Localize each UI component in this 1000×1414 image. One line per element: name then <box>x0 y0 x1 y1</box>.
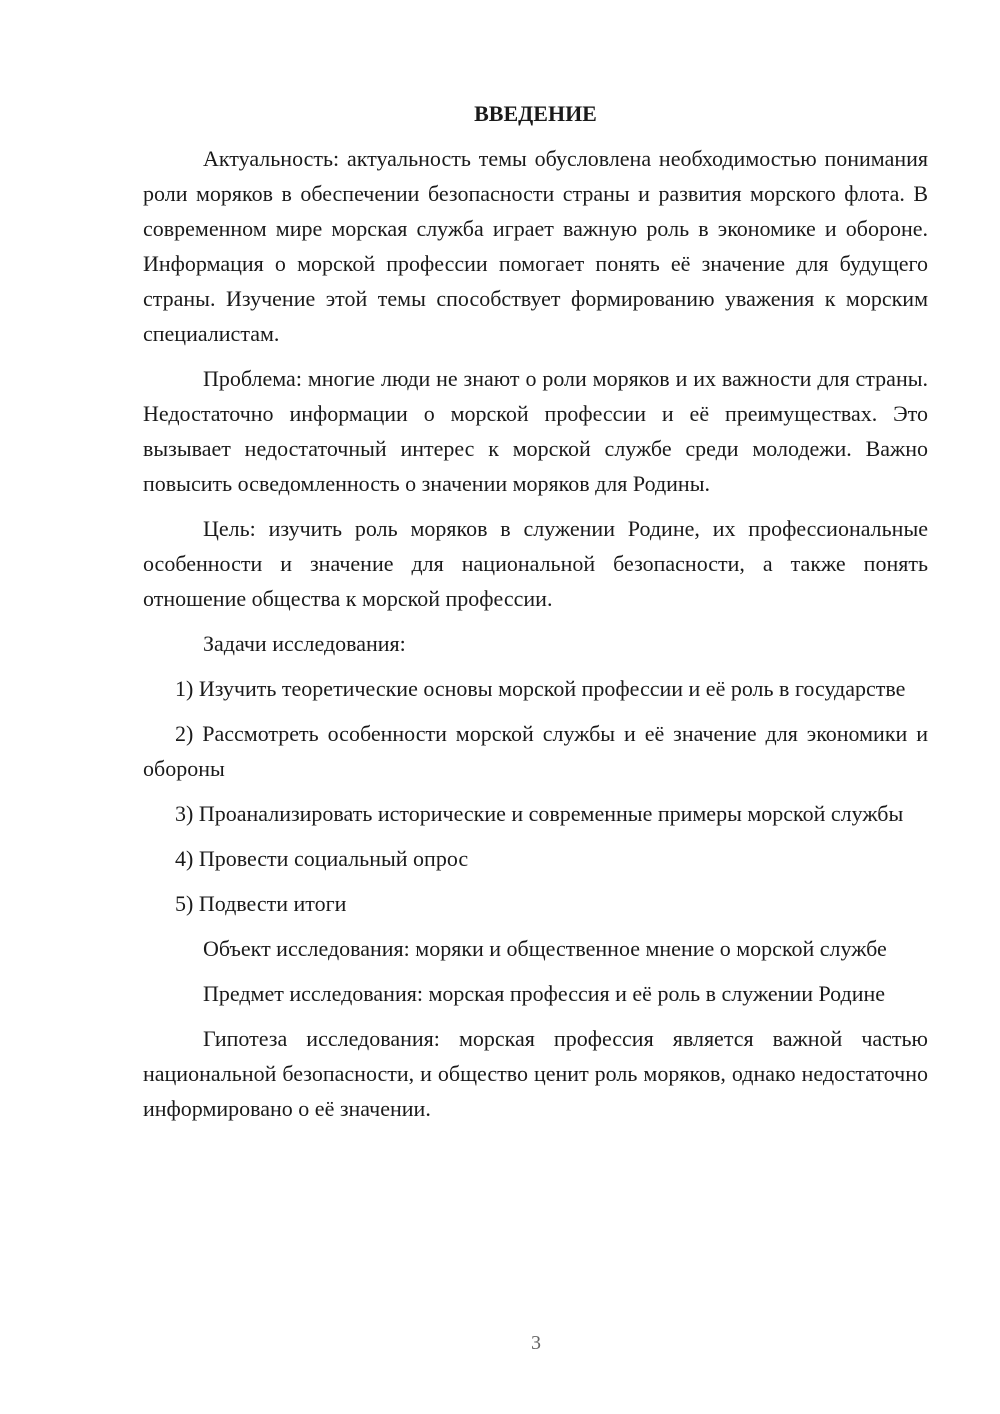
section-title: ВВЕДЕНИЕ <box>474 101 597 126</box>
paragraph-subject: Предмет исследования: морская профессия и её роль в служении Родине <box>203 981 886 1006</box>
tasks-heading: Задачи исследования: <box>203 631 406 656</box>
paragraph-hypothesis: Гипотеза исследования: морская профессия является важной частью национальной безопасности, и общество ценит роль моряков, однако недостаточно информировано о её значении. <box>143 1026 928 1121</box>
task-item-3: 3) Проанализировать исторические и современные примеры морской службы <box>175 801 904 826</box>
page-number: 3 <box>531 1332 541 1354</box>
task-item-4: 4) Провести социальный опрос <box>175 846 469 871</box>
paragraph-problem: Проблема: многие люди не знают о роли моряков и их важности для страны. Недостаточно информации о морской профессии и её преимуществах. Это вызывает недостаточный интерес к морской службе среди молодежи. Важно повысить осведомленность о значении моряков для Родины. <box>143 366 928 496</box>
task-item-2: 2) Рассмотреть особенности морской службы и её значение для экономики и обороны <box>143 721 928 781</box>
paragraph-object: Объект исследования: моряки и общественное мнение о морской службе <box>203 936 887 961</box>
task-item-5: 5) Подвести итоги <box>175 891 347 916</box>
paragraph-goal: Цель: изучить роль моряков в служении Родине, их профессиональные особенности и значение для национальной безопасности, а также понять отношение общества к морской профессии. <box>143 516 928 611</box>
document-page <box>143 96 928 1136</box>
task-item-1: 1) Изучить теоретические основы морской профессии и её роль в государстве <box>175 676 906 701</box>
paragraph-relevance: Актуальность: актуальность темы обусловлена необходимостью понимания роли моряков в обеспечении безопасности страны и развития морского флота. В современном мире морская служба играет важную роль в экономике и обороне. Информация о морской профессии помогает понять её значение для будущего страны. Изучение этой темы способствует формированию уважения к морским специалистам. <box>143 146 928 346</box>
